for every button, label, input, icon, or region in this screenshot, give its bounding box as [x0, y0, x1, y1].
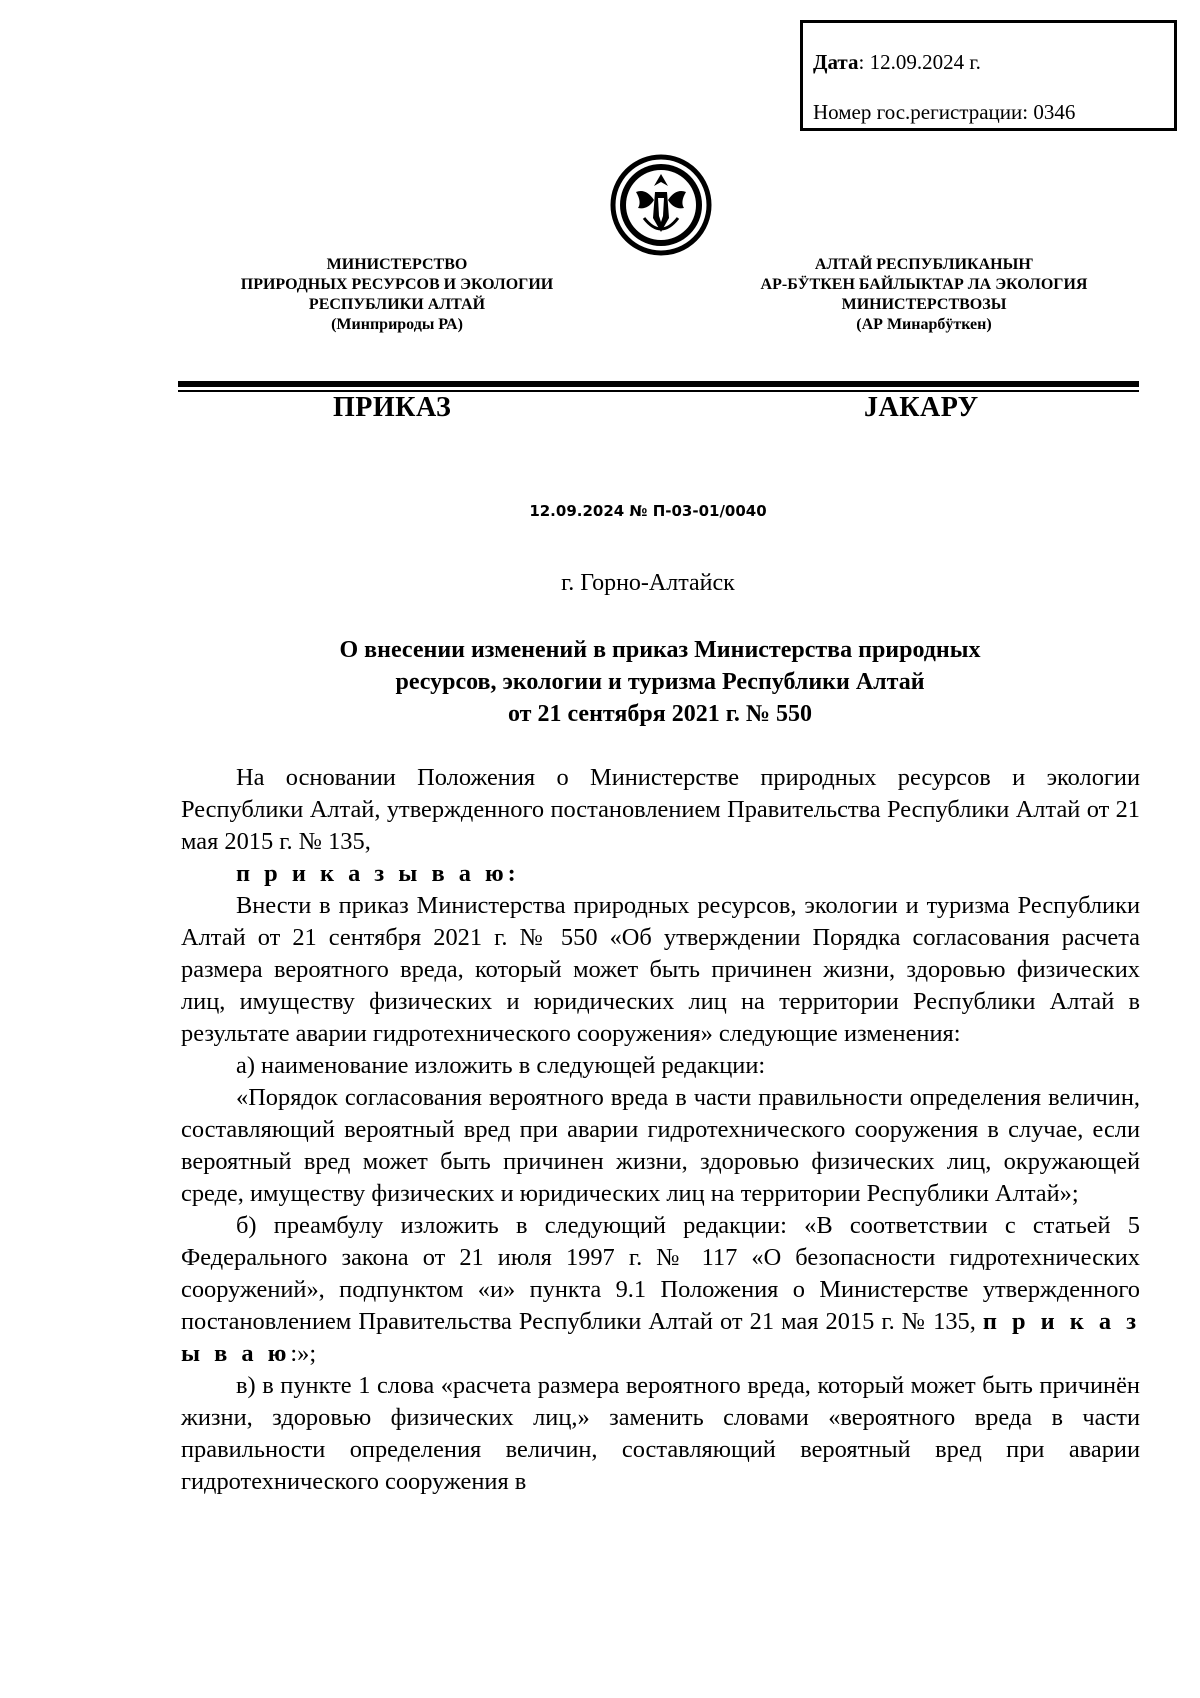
body-item-b-order-word: п р и к а з ы в а ю [181, 1308, 1140, 1367]
header-left-line4: (Минприроды РА) [331, 316, 463, 333]
stamp-reg-value: : 0346 [1022, 100, 1076, 124]
body-order-word: п р и к а з ы в а ю: [236, 860, 520, 887]
body-item-b [181, 1210, 1140, 1370]
subject-line1: О внесении изменений в приказ Министерства природных [339, 637, 981, 663]
header-left-line2: ПРИРОДНЫХ РЕСУРСОВ И ЭКОЛОГИИ [240, 276, 554, 293]
header-right-line4: (АР Минарбӱткен) [856, 316, 992, 333]
header-right-line1: АЛТАЙ РЕСПУБЛИКАНЫҤ [814, 256, 1034, 273]
header-right-line2: АР-БӰТКЕН БАЙЛЫКТАР ЛА ЭКОЛОГИЯ [760, 276, 1088, 293]
body-item-b-text: б) преамбулу изложить в следующий редакции: «В соответствии с статьей 5 Федерального закона от 21 июля 1997 г. № 117 «О безопасности гидротехнических сооружений», подпунктом «и» пункта 9.1 Положения о Министерстве утвержденного постановлением Правительства Республики Алтай от 21 мая 2015 г. № 135, [181, 1212, 1140, 1335]
stamp-reg-line [813, 87, 1174, 137]
header-left-line1: МИНИСТЕРСТВО [326, 256, 468, 273]
header-divider-thin [178, 390, 1139, 392]
order-title-altai: JАКАРУ [864, 392, 979, 423]
ministry-header-altai [704, 255, 1144, 335]
registration-stamp [800, 20, 1177, 131]
coat-of-arms-emblem [608, 152, 714, 258]
order-number: 12.09.2024 № П-03-01/0040 [529, 502, 767, 520]
header-divider-thick [178, 381, 1139, 387]
body-paragraph-amend: Внести в приказ Министерства природных ресурсов, экологии и туризма Республики Алтай от 21 сентября 2021 г. № 550 «Об утверждении Порядка согласования расчета размера вероятного вреда, который может быть причинен жизни, здоровью физических лиц, имуществу физических и юридических лиц на территории Республики Алтай в результате аварии гидротехнического сооружения» следующие изменения: [181, 892, 1140, 1047]
ministry-header-russian [177, 255, 617, 335]
stamp-date-line [813, 37, 1174, 87]
stamp-date-label: Дата [813, 50, 859, 74]
order-subject [180, 634, 1140, 730]
body-item-a-text: «Порядок согласования вероятного вреда в части правильности определения величин, составляющий вероятный вред при аварии гидротехнического сооружения в случае, если вероятный вред может быть причинен жизни, здоровью физических лиц, окружающей среде, имуществу физических и юридических лиц на территории Республики Алтай»; [181, 1084, 1140, 1207]
body-item-c: в) в пункте 1 слова «расчета размера вероятного вреда, который может быть причинён жизни, здоровью физических лиц,» заменить словами «вероятного вреда в части правильности определения величин, составляющий вероятный вред при аварии гидротехнического сооружения в [181, 1372, 1140, 1495]
stamp-date-value: : 12.09.2024 г. [858, 50, 981, 74]
stamp-reg-label: Номер гос.регистрации [813, 100, 1023, 124]
body-item-b-end: :»; [290, 1340, 317, 1367]
city-line: г. Горно-Алтайск [561, 570, 735, 596]
body-paragraph-basis: На основании Положения о Министерстве природных ресурсов и экологии Республики Алтай, утвержденного постановлением Правительства Республики Алтай от 21 мая 2015 г. № 135, [181, 764, 1140, 855]
order-body [181, 762, 1140, 1498]
body-item-a: а) наименование изложить в следующей редакции: [236, 1052, 766, 1079]
subject-line3: от 21 сентября 2021 г. № 550 [508, 701, 812, 727]
subject-line2: ресурсов, экологии и туризма Республики Алтай [395, 669, 925, 695]
header-left-line3: РЕСПУБЛИКИ АЛТАЙ [308, 296, 486, 313]
order-title-russian: ПРИКАЗ [333, 392, 452, 423]
header-right-line3: МИНИСТЕРСТВОЗЫ [841, 296, 1007, 313]
